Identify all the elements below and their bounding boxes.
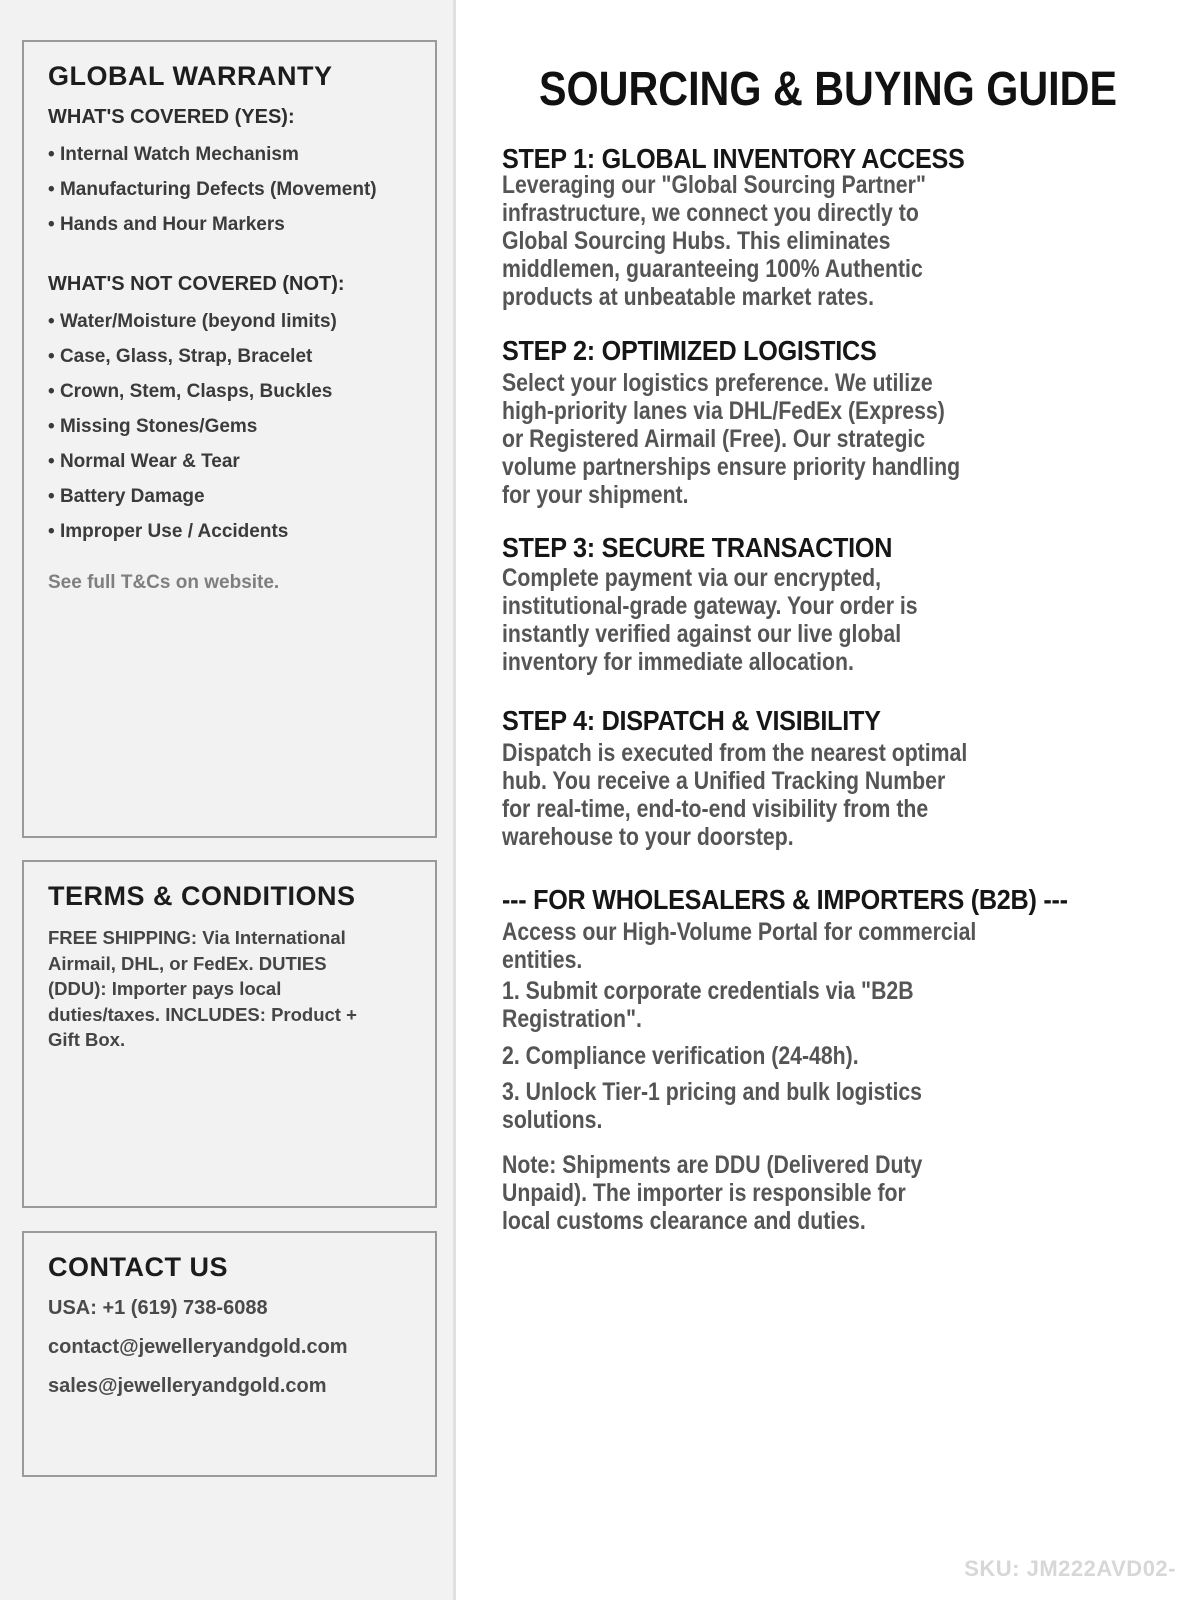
main-content [456,0,1200,1600]
terms-conditions-box [22,860,437,1208]
sales-email: sales@jewelleryandgold.com [48,1375,327,1397]
step4-heading: STEP 4: DISPATCH & VISIBILITY [502,705,881,736]
b2b-note: Note: Shipments are DDU (Delivered Duty Unpaid). The importer is responsible for local customs clearance and duties. [502,1151,923,1235]
contact-email: contact@jewelleryandgold.com [48,1336,348,1358]
covered-subtitle: WHAT'S COVERED (YES): [48,106,295,128]
page-title: SOURCING & BUYING GUIDE [539,63,1117,116]
sku-label: SKU: JM222AVD02- [964,1556,1176,1581]
list-item: • Manufacturing Defects (Movement) [48,172,411,207]
step3-heading: STEP 3: SECURE TRANSACTION [502,532,893,563]
warranty-title: GLOBAL WARRANTY [48,61,333,91]
step2-heading: STEP 2: OPTIMIZED LOGISTICS [502,335,877,366]
contact-title: CONTACT US [48,1252,228,1282]
b2b-item-1: 1. Submit corporate credentials via "B2B Registration". [502,977,914,1033]
b2b-item-3: 3. Unlock Tier-1 pricing and bulk logistics solutions. [502,1078,922,1134]
contact-phone: USA: +1 (619) 738-6088 [48,1297,268,1319]
b2b-section-heading: --- FOR WHOLESALERS & IMPORTERS (B2B) --- [502,884,1068,915]
sidebar [0,0,456,1600]
terms-body: FREE SHIPPING: Via International Airmail, DHL, or FedEx. DUTIES (DDU): Importer pays local duties/taxes. INCLUDES: Product + Gift Box. [48,927,357,1050]
warranty-footnote: See full T&Cs on website. [48,572,280,593]
step2-body: Select your logistics preference. We utilize high-priority lanes via DHL/FedEx (Express) or Registered Airmail (Free). Our strategic volume partnerships ensure priority handling for your shipment. [502,369,961,509]
list-item: • Improper Use / Accidents [48,514,411,549]
list-item: • Water/Moisture (beyond limits) [48,304,411,339]
list-item: • Battery Damage [48,479,411,514]
step4-body: Dispatch is executed from the nearest optimal hub. You receive a Unified Tracking Number for real-time, end-to-end visibility from the warehouse to your doorstep. [502,739,968,851]
global-warranty-box [22,40,437,838]
list-item: • Normal Wear & Tear [48,444,411,479]
list-item: • Crown, Stem, Clasps, Buckles [48,374,411,409]
not-covered-list [48,304,411,549]
covered-list [48,137,411,242]
b2b-intro: Access our High-Volume Portal for commercial entities. [502,918,977,974]
not-covered-subtitle: WHAT'S NOT COVERED (NOT): [48,273,345,295]
step3-body: Complete payment via our encrypted, institutional-grade gateway. Your order is instantly verified against our live global inventory for immediate allocation. [502,564,918,676]
step1-body: Leveraging our "Global Sourcing Partner" infrastructure, we connect you directly to Global Sourcing Hubs. This eliminates middlemen, guaranteeing 100% Authentic products at unbeatable market rates. [502,171,926,311]
list-item: • Internal Watch Mechanism [48,137,411,172]
list-item: • Hands and Hour Markers [48,207,411,242]
list-item: • Case, Glass, Strap, Bracelet [48,339,411,374]
terms-title: TERMS & CONDITIONS [48,881,356,911]
step1-heading: STEP 1: GLOBAL INVENTORY ACCESS [502,143,965,174]
b2b-item-2: 2. Compliance verification (24-48h). [502,1042,859,1070]
contact-us-box [22,1231,437,1477]
list-item: • Missing Stones/Gems [48,409,411,444]
